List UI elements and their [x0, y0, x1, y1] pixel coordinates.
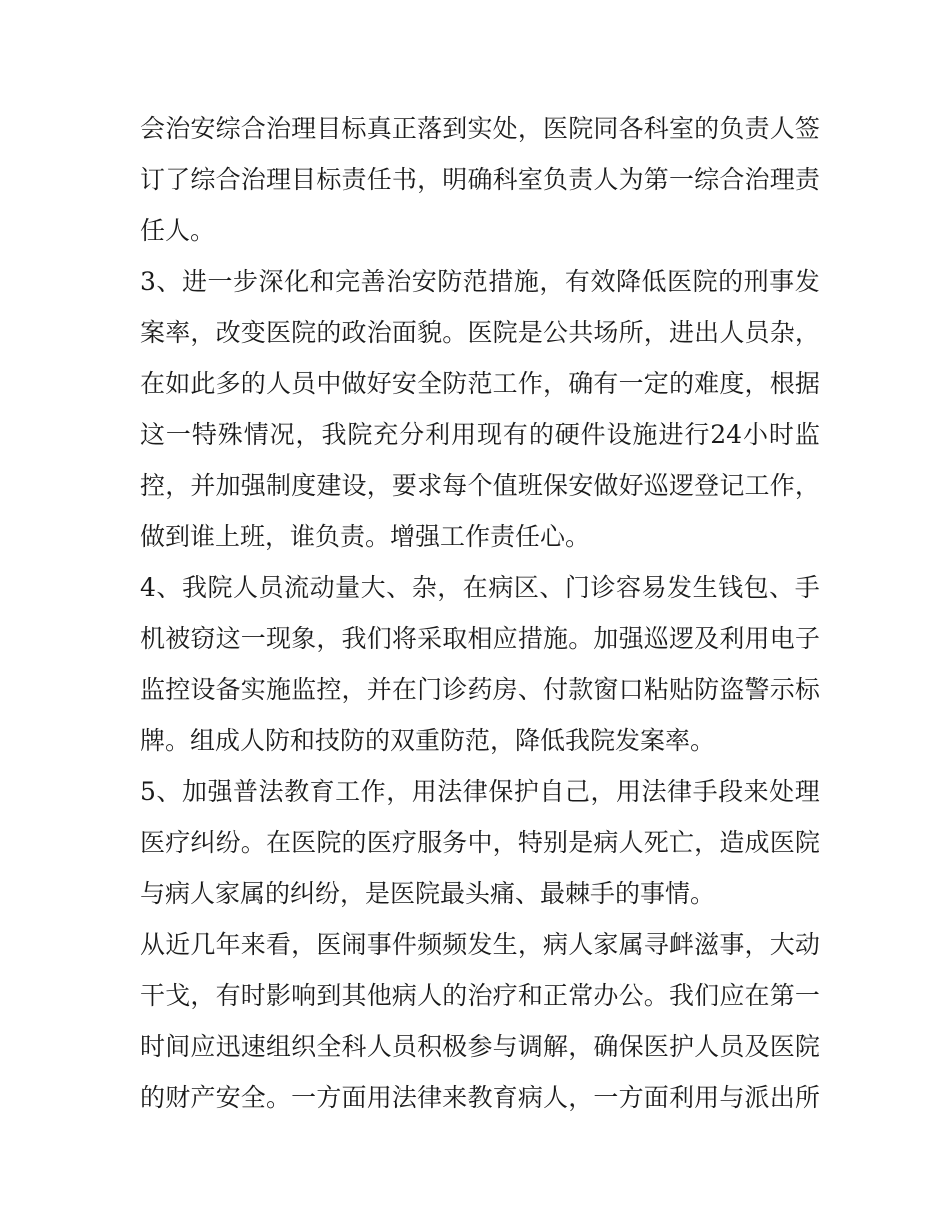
text-line: 任人。 [140, 216, 216, 245]
text-line: 做到谁上班，谁负责。增强工作责任心。 [140, 522, 591, 551]
text-line: 3 、 进 一 步 深 化 和 完 善 治 安 防 范 措 施 ， 有 效 降 低 医 院 的 刑 事 发 [140, 267, 820, 296]
text-line: 会 治 安 综 合 治 理 目 标 真 正 落 到 实 处 ， 医 院 同 各 科 室 的 负 责 人 签 [140, 114, 820, 143]
text-line: 在 如 此 多 的 人 员 中 做 好 安 全 防 范 工 作 ， 确 有 一 定 的 难 度 ， 根 据 [140, 369, 820, 398]
text-line: 与病人家属的纠纷，是医院最头痛、最棘手的事情。 [140, 879, 716, 908]
text-line: 干 戈 ， 有 时 影 响 到 其 他 病 人 的 治 疗 和 正 常 办 公 。 我 们 应 在 第 一 [140, 981, 820, 1010]
text-line: 机 被 窃 这 一 现 象 ， 我 们 将 采 取 相 应 措 施 。 加 强 巡 逻 及 利 用 电 子 [140, 624, 820, 653]
text-line: 的 财 产 安 全 。 一 方 面 用 法 律 来 教 育 病 人 ， 一 方 面 利 用 与 派 出 所 [140, 1083, 820, 1112]
text-line: 监 控 设 备 实 施 监 控 ， 并 在 门 诊 药 房 、 付 款 窗 口 粘 贴 防 盗 警 示 标 [140, 675, 820, 704]
text-line: 4 、 我 院 人 员 流 动 量 大 、 杂 ， 在 病 区 、 门 诊 容 易 发 生 钱 包 、 手 [140, 573, 820, 602]
text-line: 时 间 应 迅 速 组 织 全 科 人 员 积 极 参 与 调 解 ， 确 保 医 护 人 员 及 医 院 [140, 1032, 820, 1061]
text-line: 从 近 几 年 来 看 ， 医 闹 事 件 频 频 发 生 ， 病 人 家 属 寻 衅 滋 事 ， 大 动 [140, 930, 820, 959]
text-line: 订 了 综 合 治 理 目 标 责 任 书 ， 明 确 科 室 负 责 人 为 第 一 综 合 治 理 责 [140, 165, 820, 194]
text-line: 5 、 加 强 普 法 教 育 工 作 ， 用 法 律 保 护 自 己 ， 用 法 律 手 段 来 处 理 [140, 777, 820, 806]
text-line: 牌。组成人防和技防的双重防范，降低我院发案率。 [140, 726, 716, 755]
text-line: 控 ， 并 加 强 制 度 建 设 ， 要 求 每 个 值 班 保 安 做 好 巡 逻 登 记 工 作 ， [140, 471, 820, 500]
body-text [140, 103, 820, 1123]
text-line: 案 率 ， 改 变 医 院 的 政 治 面 貌 。 医 院 是 公 共 场 所 ， 进 出 人 员 杂 ， [140, 318, 820, 347]
text-line: 这 一 特 殊 情 况 ， 我 院 充 分 利 用 现 有 的 硬 件 设 施 进 行 24 小 时 监 [140, 420, 820, 449]
text-line: 医 疗 纠 纷 。 在 医 院 的 医 疗 服 务 中 ， 特 别 是 病 人 死 亡 ， 造 成 医 院 [140, 828, 820, 857]
